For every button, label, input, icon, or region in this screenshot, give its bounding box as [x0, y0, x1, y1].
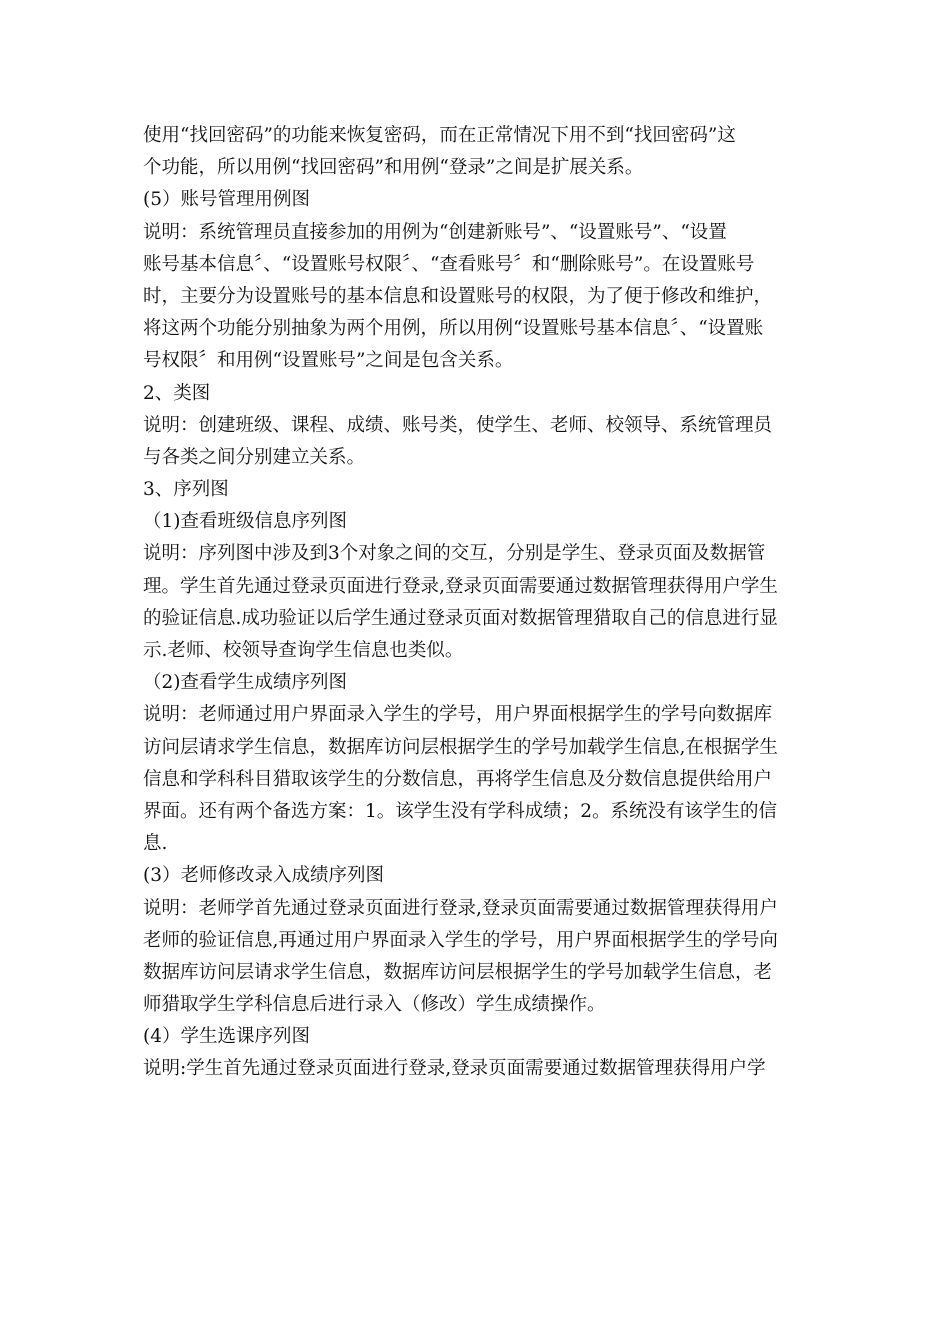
text-line: 使用“找回密码”的功能来恢复密码，而在正常情况下用不到“找回密码”这 [143, 125, 736, 146]
text-line: 说明：创建班级、课程、成绩、账号类，使学生、老师、校领导、系统管理员 [143, 414, 773, 436]
text-line: 理。学生首先通过登录页面进行登录,登录页面需要通过数据管理获得用户学生 [143, 575, 778, 597]
text-line: 息. [143, 833, 168, 855]
text-line: 账号基本信息〞、“设置账号权限〞、“查看账号〞和“删除账号”。在设置账号 [143, 253, 755, 275]
text-line: 老师的验证信息,再通过用户界面录入学生的学号，用户界面根据学生的学号向 [143, 929, 778, 951]
section-heading: (4）学生选课序列图 [143, 1026, 310, 1048]
text-line: 说明：老师通过用户界面录入学生的学号，用户界面根据学生的学号向数据库 [143, 704, 773, 726]
text-line: 界面。还有两个备选方案：1。该学生没有学科成绩；2。系统没有该学生的信 [143, 800, 778, 822]
text-line: 说明：老师学首先通过登录页面进行登录,登录页面需要通过数据管理获得用户 [143, 897, 778, 919]
text-line: 时，主要分为设置账号的基本信息和设置账号的权限，为了便于修改和维护， [143, 285, 773, 307]
text-line: 师猎取学生学科信息后进行录入（修改）学生成绩操作。 [143, 994, 606, 1016]
section-heading: (5）账号管理用例图 [143, 189, 310, 211]
text-line: 数据库访问层请求学生信息，数据库访问层根据学生的学号加载学生信息，老 [143, 961, 773, 983]
text-line: 号权限〞和用例“设置账号”之间是包含关系。 [143, 350, 514, 372]
text-line: 的验证信息.成功验证以后学生通过登录页面对数据管理猎取自己的信息进行显 [143, 607, 778, 629]
text-line: 说明：系统管理员直接参加的用例为“创建新账号”、“设置账号”、“设置 [143, 221, 727, 243]
section-heading: (3）老师修改录入成绩序列图 [143, 865, 384, 887]
document-body [143, 120, 811, 1086]
text-line: 与各类之间分别建立关系。 [143, 446, 366, 468]
section-heading: （1)查看班级信息序列图 [143, 511, 347, 533]
text-line: 访问层请求学生信息，数据库访问层根据学生的学号加载学生信息,在根据学生 [143, 736, 778, 758]
section-heading: （2)查看学生成绩序列图 [143, 672, 347, 694]
text-line: 说明：序列图中涉及到3个对象之间的交互，分别是学生、登录页面及数据管 [143, 543, 766, 565]
text-line: 个功能，所以用例“找回密码”和用例“登录”之间是扩展关系。 [143, 157, 644, 179]
text-line: 说明:学生首先通过登录页面进行登录,登录页面需要通过数据管理获得用户学 [143, 1058, 766, 1080]
section-heading: 2、类图 [143, 382, 211, 404]
section-heading: 3、序列图 [143, 479, 229, 501]
text-line: 示.老师、校领导查询学生信息也类似。 [143, 640, 464, 661]
text-line: 将这两个功能分别抽象为两个用例，所以用例“设置账号基本信息〞、“设置账 [143, 318, 764, 340]
text-line: 信息和学科科目猎取该学生的分数信息，再将学生信息及分数信息提供给用户 [143, 768, 773, 790]
